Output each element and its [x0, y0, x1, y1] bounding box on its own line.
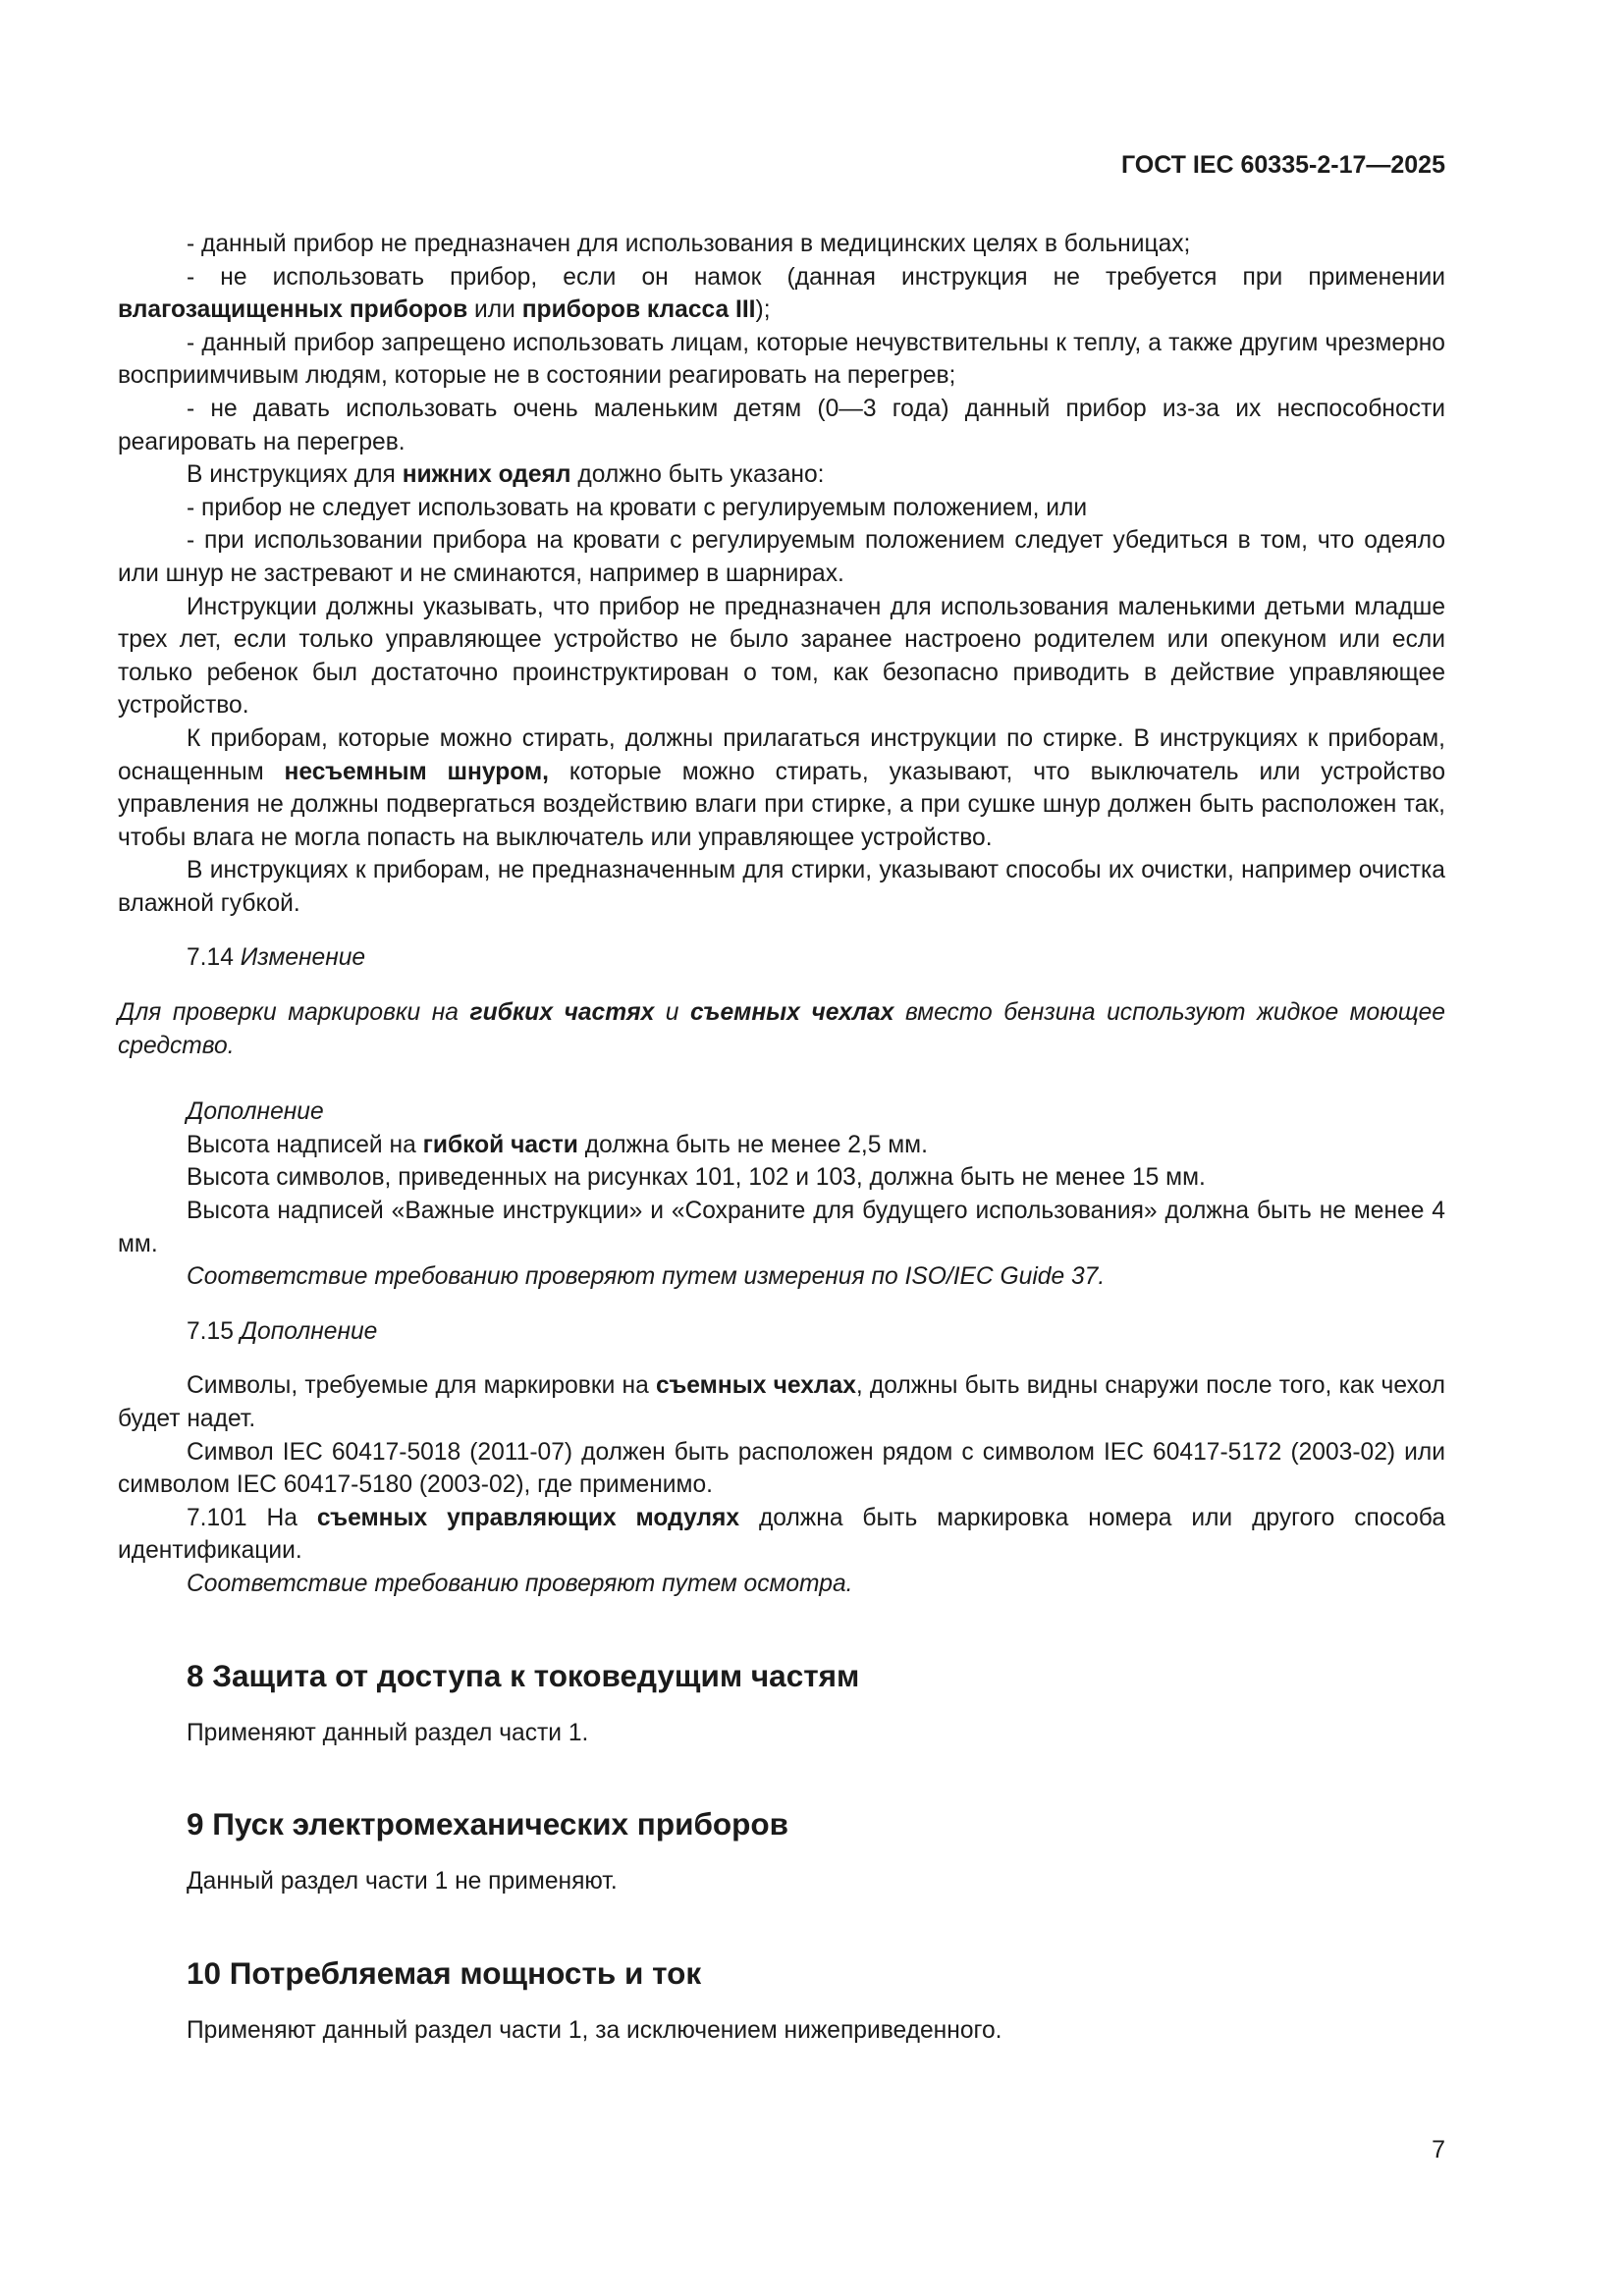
text-run: - не использовать прибор, если он намок (данная инструкция не требуется при применении [187, 263, 1445, 291]
text-run: которые можно стирать, указывают, что выключатель или устройство управления не должны подвергаться воздействию влаги при стирке, а при сушке шнур должен быть расположен так, чтобы влага не могла попасть на выключатель или управляющее устройство. [118, 758, 1445, 851]
text-run: , должны быть видны снаружи после того, как чехол будет надет. [118, 1372, 1445, 1432]
text-run: или [467, 296, 522, 324]
text-run: и [654, 999, 690, 1027]
text-run: ); [755, 296, 771, 324]
paragraph-removable-covers [118, 1369, 1445, 1435]
list-item-small-children: - не давать использовать очень маленьким детям (0—3 года) данный прибор из-за их неспособности реагировать на перегрев. [118, 395, 1445, 455]
term-bold: съемных чехлах [656, 1372, 856, 1400]
term-bold: съемных управляющих модулях [316, 1504, 740, 1531]
addition-label: Дополнение [187, 1098, 324, 1126]
paragraph-children: Инструкции должны указывать, что прибор не предназначен для использования маленькими детьми младше трех лет, если только управляющее устройство не было заранее настроено родителем или опекуном или если только ребенок был достаточно проинструктирован о том, как безопасно приводить в действие управляющее устройство. [118, 593, 1445, 720]
paragraph-inscription-height: Высота надписей «Важные инструкции» и «Сохраните для будущего использования» должна быть не менее 4 мм. [118, 1198, 1445, 1257]
text-run: должно быть указано: [570, 461, 825, 489]
clause-7-15-heading [118, 1315, 1445, 1349]
term-bold: нижних одеял [402, 461, 571, 489]
text-run: 7.101 На [187, 1504, 317, 1531]
paragraph-cleaning: В инструкциях к приборам, не предназначенным для стирки, указывают способы их очистки, например очистка влажной губкой. [118, 857, 1445, 917]
clause-7-14-test [118, 996, 1445, 1062]
section-9-heading: 9 Пуск электромеханических приборов [187, 1806, 788, 1842]
text-run: должна быть маркировка номера или другого способа идентификации. [118, 1504, 1446, 1565]
text-run: вместо бензина используют жидкое моющее средство. [118, 999, 1445, 1059]
underblanket-instructions [118, 458, 1445, 492]
list-item-no-medical: - данный прибор не предназначен для использования в медицинских целях в больницах; [187, 231, 1191, 257]
paragraph-flexible-part-height [118, 1129, 1445, 1162]
list-item-adjustable-bed-check: - при использовании прибора на кровати с регулируемым положением следует убедиться в том, что одеяло или шнур не застревают и не сминаются, например в шарнирах. [118, 527, 1445, 587]
term-bold: несъемным шнуром, [284, 758, 550, 785]
text-run: В инструкциях для [187, 461, 403, 489]
document-code-header: ГОСТ IEC 60335-2-17—2025 [1120, 151, 1445, 179]
clause-title: Дополнение [240, 1317, 378, 1345]
section-10-heading: 10 Потребляемая мощность и ток [187, 1954, 702, 1991]
clause-number: 7.15 [187, 1317, 234, 1345]
text-run: К приборам, которые можно стирать, должны прилагаться инструкции по стирке. В инструкциях к приборам, оснащенным [118, 724, 1445, 785]
section-9-text: Данный раздел части 1 не применяют. [187, 1868, 618, 1896]
text-run: Высота надписей на [187, 1131, 423, 1158]
text-run: должна быть не менее 2,5 мм. [577, 1131, 928, 1158]
section-8-text: Применяют данный раздел части 1. [187, 1719, 589, 1746]
list-item-adjustable-bed: - прибор не следует использовать на кровати с регулируемым положением, или [187, 494, 1088, 521]
text-run: Символы, требуемые для маркировки на [187, 1372, 657, 1400]
term-bold: влагозащищенных приборов [118, 296, 468, 324]
section-10-text: Применяют данный раздел части 1, за исключением нижеприведенного. [187, 2016, 1002, 2044]
text-run: Для проверки маркировки на [118, 999, 470, 1027]
term-bold: гибких частях [469, 999, 655, 1027]
page-content [118, 228, 1445, 2047]
clause-number: 7.14 [187, 944, 234, 972]
term-bold: съемных чехлах [690, 999, 894, 1027]
paragraph-symbol-height: Высота символов, приведенных на рисунках 101, 102 и 103, должна быть не менее 15 мм. [187, 1164, 1206, 1192]
paragraph-washing [118, 722, 1445, 854]
term-bold: гибкой части [422, 1131, 578, 1158]
compliance-measurement: Соответствие требованию проверяют путем измерения по ISO/IEC Guide 37. [187, 1263, 1106, 1291]
list-item-wet [118, 261, 1445, 327]
term-bold: приборов класса III [521, 296, 756, 324]
clause-7-101 [118, 1502, 1445, 1568]
page-number: 7 [1432, 2136, 1445, 2163]
paragraph-symbol-placement: Символ IEC 60417-5018 (2011-07) должен быть расположен рядом с символом IEC 60417-5172 (2003-02) или символом IEC 60417-5180 (2003-02), где применимо. [118, 1438, 1445, 1499]
clause-7-14-heading [118, 941, 1445, 975]
section-8-heading: 8 Защита от доступа к токоведущим частям [187, 1657, 860, 1693]
compliance-inspection: Соответствие требованию проверяют путем осмотра. [187, 1570, 853, 1597]
clause-title: Изменение [240, 944, 366, 972]
list-item-insensitive-persons: - данный прибор запрещено использовать лицам, которые нечувствительны к теплу, а также другим чрезмерно восприимчивым людям, которые не в состоянии реагировать на перегрев; [118, 329, 1445, 390]
